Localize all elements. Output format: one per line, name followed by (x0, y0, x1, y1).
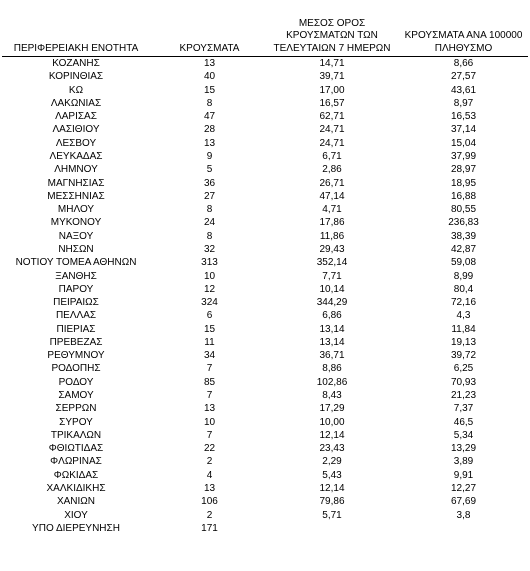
table-row (0, 416, 530, 429)
cell-cases: 15 (203, 323, 216, 335)
table-body (0, 57, 530, 535)
cell-cases: 85 (203, 376, 216, 388)
cell-seven-day-average: 13,14 (319, 336, 345, 348)
cell-cases: 27 (203, 190, 216, 202)
cell-seven-day-average: 10,14 (319, 283, 345, 295)
cell-seven-day-average: 7,71 (322, 270, 342, 282)
cell-seven-day-average: 23,43 (319, 443, 345, 455)
cell-cases-per-100000: 46,5 (453, 416, 474, 428)
cell-seven-day-average: 26,71 (319, 177, 345, 189)
cell-region: ΦΛΩΡΙΝΑΣ (50, 456, 102, 468)
cell-cases-per-100000: 21,23 (450, 390, 477, 402)
cell-cases: 6 (206, 310, 213, 322)
cell-cases-per-100000: 18,95 (450, 177, 477, 189)
cell-region: ΚΟΖΑΝΗΣ (52, 58, 100, 69)
cell-cases: 7 (206, 363, 213, 375)
cell-seven-day-average: 5,43 (322, 469, 342, 481)
table-row (0, 442, 530, 455)
cell-cases: 171 (201, 522, 218, 534)
cell-cases: 34 (203, 350, 216, 362)
cell-cases-per-100000: 16,53 (450, 111, 477, 123)
table-row (0, 230, 530, 243)
table-row (0, 110, 530, 123)
cell-seven-day-average: 62,71 (319, 111, 345, 123)
cell-region: ΞΑΝΘΗΣ (55, 270, 97, 282)
table-row (0, 57, 530, 70)
cell-region: ΧΑΝΙΩΝ (56, 496, 96, 508)
cell-cases-per-100000: 70,93 (450, 376, 477, 388)
cell-cases: 13 (203, 403, 216, 415)
table-row (0, 177, 530, 190)
cell-cases: 7 (206, 390, 213, 402)
cell-region: ΠΕΙΡΑΙΩΣ (53, 297, 99, 309)
cell-region: ΛΑΣΙΘΙΟΥ (52, 124, 100, 136)
cell-seven-day-average: 14,71 (319, 58, 345, 69)
cell-cases: 10 (203, 416, 216, 428)
cell-seven-day-average: 29,43 (319, 243, 345, 255)
cell-cases-per-100000: 6,25 (453, 363, 474, 375)
cell-cases-per-100000: 16,88 (450, 190, 477, 202)
cell-cases-per-100000: 12,27 (450, 483, 477, 494)
table-row (0, 309, 530, 322)
cell-cases: 4 (206, 469, 213, 481)
cell-cases: 2 (206, 509, 213, 521)
table-row (0, 455, 530, 468)
table-row (0, 376, 530, 389)
table-row (0, 270, 530, 283)
table-row (0, 296, 530, 309)
table-row (0, 283, 530, 296)
cell-cases: 7 (206, 429, 213, 441)
cell-region: ΜΗΛΟΥ (57, 204, 95, 216)
cell-cases: 8 (206, 97, 213, 109)
cell-region: ΠΑΡΟΥ (58, 283, 94, 295)
table-row (0, 482, 530, 495)
cell-seven-day-average: 2,29 (322, 456, 342, 468)
cell-region: ΠΙΕΡΙΑΣ (56, 323, 96, 335)
table-row (0, 389, 530, 402)
table-row (0, 163, 530, 176)
header-seven-day-average: ΜΕΣΟΣ ΟΡΟΣ ΚΡΟΥΣΜΑΤΩΝ ΤΩΝ ΤΕΛΕΥΤΑΙΩΝ 7 ΗΜΕΡΩΝ (273, 17, 391, 54)
cell-region: ΚΟΡΙΝΘΙΑΣ (48, 71, 104, 83)
cell-cases: 11 (204, 336, 215, 348)
cell-region: ΥΠΟ ΔΙΕΡΕΥΝΗΣΗ (32, 522, 120, 534)
table-row (0, 402, 530, 415)
cell-cases-per-100000: 28,97 (450, 164, 477, 176)
cell-cases-per-100000: 13,29 (450, 443, 477, 455)
cell-region: ΝΑΞΟΥ (58, 230, 94, 242)
header-cases: ΚΡΟΥΣΜΑΤΑ (179, 42, 240, 54)
cell-seven-day-average: 39,71 (319, 71, 345, 83)
table-row (0, 362, 530, 375)
cell-cases-per-100000: 8,97 (453, 97, 474, 109)
cell-cases: 40 (203, 71, 216, 83)
cell-cases-per-100000 (397, 522, 530, 535)
cell-seven-day-average: 16,57 (319, 97, 345, 109)
cell-cases: 13 (203, 58, 216, 69)
cell-cases: 36 (203, 177, 216, 189)
cell-cases: 9 (206, 150, 213, 162)
table-row (0, 323, 530, 336)
cell-cases: 106 (201, 496, 218, 508)
table-row (0, 190, 530, 203)
cell-region: ΡΟΔΟΠΗΣ (51, 363, 101, 375)
cell-region: ΜΕΣΣΗΝΙΑΣ (47, 190, 105, 202)
cell-cases: 32 (203, 243, 216, 255)
cell-cases: 324 (201, 297, 218, 309)
cell-cases: 12 (203, 283, 216, 295)
table-row (0, 70, 530, 83)
cell-region: ΛΑΡΙΣΑΣ (55, 111, 97, 123)
cell-cases: 13 (203, 137, 216, 149)
table-row (0, 429, 530, 442)
table-row (0, 243, 530, 256)
cell-region: ΣΕΡΡΩΝ (55, 403, 97, 415)
cell-seven-day-average (267, 522, 397, 535)
cell-cases-per-100000: 4,3 (456, 310, 471, 322)
cell-cases: 13 (203, 483, 216, 494)
cell-cases-per-100000: 42,87 (450, 243, 477, 255)
cell-cases-per-100000: 15,04 (450, 137, 477, 149)
table-row (0, 495, 530, 508)
cell-region: ΣΑΜΟΥ (58, 390, 94, 402)
cell-cases-per-100000: 80,55 (450, 204, 477, 216)
cell-cases-per-100000: 8,66 (453, 58, 474, 69)
cell-seven-day-average: 6,71 (322, 150, 342, 162)
cell-region: ΛΕΣΒΟΥ (55, 137, 97, 149)
cell-cases-per-100000: 39,72 (450, 350, 477, 362)
cell-region: ΝΟΤΙΟΥ ΤΟΜΕΑ ΑΘΗΝΩΝ (15, 257, 137, 269)
cell-region: ΤΡΙΚΑΛΩΝ (50, 429, 102, 441)
cell-seven-day-average: 13,14 (319, 323, 345, 335)
cell-region: ΡΟΔΟΥ (58, 376, 94, 388)
cell-cases-per-100000: 8,99 (453, 270, 474, 282)
cell-seven-day-average: 47,14 (319, 190, 345, 202)
cell-cases-per-100000: 67,69 (450, 496, 477, 508)
table-row (0, 203, 530, 216)
table-row (0, 84, 530, 97)
cell-cases-per-100000: 5,34 (453, 429, 474, 441)
header-region: ΠΕΡΙΦΕΡΕΙΑΚΗ ΕΝΟΤΗΤΑ (13, 42, 139, 54)
cell-seven-day-average: 6,86 (322, 310, 342, 322)
cell-region: ΛΗΜΝΟΥ (54, 164, 98, 176)
cell-region: ΜΥΚΟΝΟΥ (50, 217, 102, 229)
cell-region: ΠΕΛΛΑΣ (55, 310, 97, 322)
cell-cases: 22 (203, 443, 216, 455)
cell-cases-per-100000: 37,99 (450, 150, 477, 162)
cell-cases-per-100000: 9,91 (453, 469, 474, 481)
cell-region: ΧΙΟΥ (64, 509, 88, 521)
cell-region: ΡΕΘΥΜΝΟΥ (47, 350, 105, 362)
cell-cases: 8 (206, 204, 213, 216)
header-cases-per-100000: ΚΡΟΥΣΜΑΤΑ ΑΝΑ 100000 ΠΛΗΘΥΣΜΟ (404, 30, 523, 54)
cell-region: ΦΩΚΙΔΑΣ (53, 469, 99, 481)
cell-cases: 8 (206, 230, 213, 242)
cell-cases: 2 (206, 456, 213, 468)
cell-region: ΣΥΡΟΥ (59, 416, 93, 428)
cell-region: ΜΑΓΝΗΣΙΑΣ (47, 177, 105, 189)
cell-seven-day-average: 17,29 (319, 403, 345, 415)
cell-region: ΝΗΣΩΝ (58, 243, 94, 255)
cell-seven-day-average: 17,00 (319, 84, 345, 96)
cell-region: ΧΑΛΚΙΔΙΚΗΣ (46, 483, 106, 494)
cell-seven-day-average: 352,14 (316, 257, 348, 269)
cell-cases-per-100000: 59,08 (450, 257, 477, 269)
cell-cases: 24 (203, 217, 216, 229)
cell-seven-day-average: 344,29 (316, 297, 348, 309)
cell-cases-per-100000: 37,14 (450, 124, 477, 136)
table-row (0, 256, 530, 269)
cell-seven-day-average: 79,86 (319, 496, 345, 508)
cell-seven-day-average: 24,71 (319, 124, 345, 136)
table-row (0, 97, 530, 110)
cell-cases-per-100000: 7,37 (453, 403, 474, 415)
cell-cases: 47 (203, 111, 216, 123)
cell-cases-per-100000: 38,39 (450, 230, 477, 242)
cell-seven-day-average: 10,00 (319, 416, 345, 428)
cell-region: ΚΩ (68, 84, 84, 96)
cell-cases-per-100000: 27,57 (450, 71, 477, 83)
cell-cases-per-100000: 80,4 (453, 283, 474, 295)
cell-cases: 15 (203, 84, 216, 96)
cell-seven-day-average: 36,71 (319, 350, 345, 362)
cell-seven-day-average: 11,86 (319, 230, 345, 242)
table-row (0, 150, 530, 163)
cell-seven-day-average: 5,71 (322, 509, 342, 521)
cell-cases: 313 (201, 257, 218, 269)
table-row (0, 216, 530, 229)
cell-cases-per-100000: 43,61 (450, 84, 477, 96)
cell-seven-day-average: 12,14 (319, 483, 345, 494)
cell-region: ΠΡΕΒΕΖΑΣ (49, 336, 103, 348)
cell-region: ΛΑΚΩΝΙΑΣ (50, 97, 102, 109)
cell-seven-day-average: 102,86 (316, 376, 348, 388)
cell-seven-day-average: 12,14 (319, 429, 345, 441)
cell-region: ΛΕΥΚΑΔΑΣ (49, 150, 103, 162)
table-row (0, 509, 530, 522)
table-row (0, 123, 530, 136)
cell-seven-day-average: 8,43 (322, 390, 342, 402)
cell-seven-day-average: 8,86 (322, 363, 342, 375)
cell-cases: 5 (206, 164, 213, 176)
cell-cases: 10 (203, 270, 216, 282)
table-row (0, 336, 530, 349)
table-row (0, 137, 530, 150)
table-row (0, 469, 530, 482)
cell-cases-per-100000: 11,84 (451, 323, 476, 335)
cell-seven-day-average: 4,71 (322, 204, 342, 216)
table-row (0, 349, 530, 362)
cell-cases-per-100000: 19,13 (450, 336, 477, 348)
cell-seven-day-average: 17,86 (319, 217, 345, 229)
cell-cases: 28 (203, 124, 216, 136)
table-row (0, 522, 530, 535)
cell-cases-per-100000: 3,89 (453, 456, 474, 468)
cell-cases-per-100000: 236,83 (448, 217, 479, 229)
cell-cases-per-100000: 72,16 (450, 297, 477, 309)
cell-cases-per-100000: 3,8 (456, 509, 471, 521)
cell-seven-day-average: 2,86 (322, 164, 342, 176)
cell-seven-day-average: 24,71 (319, 137, 345, 149)
cell-region: ΦΘΙΩΤΙΔΑΣ (48, 443, 104, 455)
